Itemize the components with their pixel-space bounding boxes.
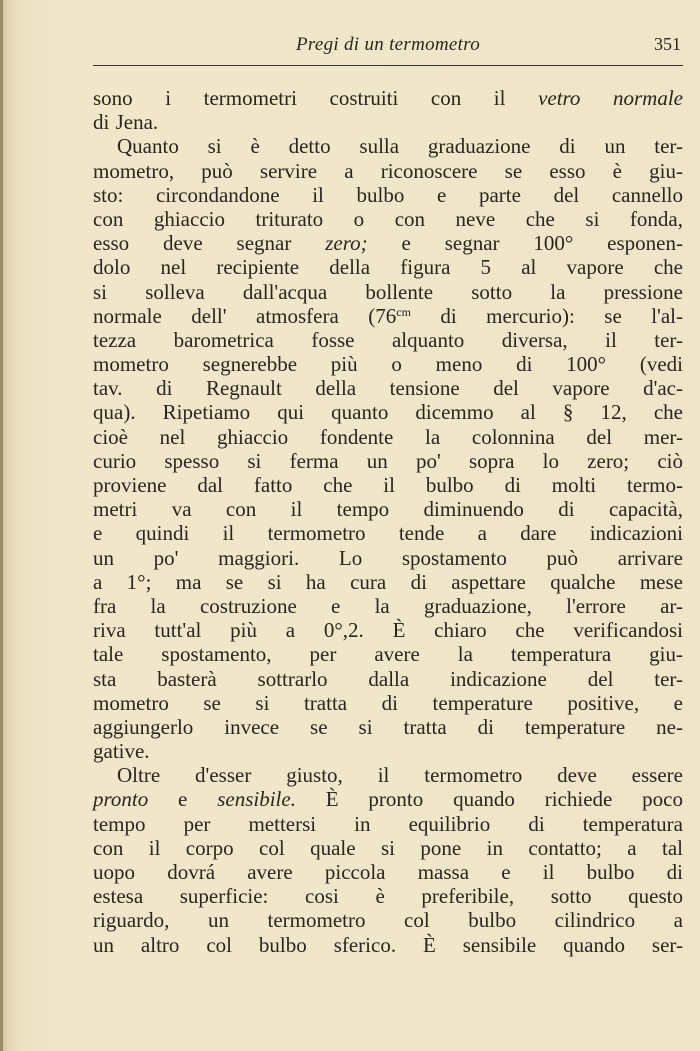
text-line (93, 497, 683, 521)
text-line (93, 836, 683, 860)
text-segment: Oltre d'esser giusto, il termometro deve essere (117, 763, 683, 788)
text-line (93, 159, 683, 183)
italic-text: vetro normale (538, 86, 683, 110)
text-line (93, 352, 683, 376)
text-line (93, 691, 683, 715)
text-segment: Quanto si è detto sulla graduazione di un ter- (117, 134, 683, 159)
text-segment: e (148, 787, 218, 812)
text-segment: tale spostamento, per avere la temperatura giu- (93, 642, 683, 667)
text-line (93, 546, 683, 570)
text-segment: riva tutt'al più a 0°,2. È chiaro che verificandosi (93, 618, 683, 643)
text-line (93, 787, 683, 811)
text-line (93, 618, 683, 642)
italic-text: sensibile. (217, 787, 296, 812)
text-segment: di mercurio): se l'al- (410, 303, 683, 328)
text-line (93, 86, 683, 110)
text-line (93, 183, 683, 207)
text-line (93, 134, 683, 158)
text-line (93, 231, 683, 255)
text-segment: con il corpo col quale si pone in contatto; a tal (93, 835, 683, 860)
text-line (93, 933, 683, 957)
text-segment: mometro se si tratta di temperature positive, e (93, 690, 683, 715)
body-text (93, 86, 683, 957)
text-line (93, 304, 683, 328)
text-segment: dolo nel recipiente della figura 5 al vapore che (93, 255, 683, 280)
text-segment: di Jena. (93, 110, 159, 135)
text-segment: mometro segnerebbe più o meno di 100° (vedi (93, 352, 683, 377)
text-line (93, 642, 683, 666)
text-segment: tezza barometrica fosse alquanto diversa, il ter- (93, 327, 683, 352)
text-line (93, 908, 683, 932)
page-binding-edge (0, 0, 3, 1051)
italic-text: zero; (325, 231, 368, 256)
text-segment: esso deve segnar (93, 231, 326, 256)
text-segment: normale dell' atmosfera (76 (93, 303, 397, 328)
text-line (93, 860, 683, 884)
text-line (93, 376, 683, 400)
text-segment: gative. (93, 739, 150, 764)
italic-text: pronto (93, 787, 149, 812)
text-line (93, 763, 683, 787)
text-line (93, 255, 683, 279)
text-segment: si solleva dall'acqua bollente sotto la pressione (93, 279, 683, 304)
text-segment: riguardo, un termometro col bulbo cilindrico a (93, 908, 683, 933)
text-line (93, 570, 683, 594)
text-segment: un po' maggiori. Lo spostamento può arrivare (93, 545, 683, 570)
text-segment: proviene dal fatto che il bulbo di molti termo- (93, 473, 683, 497)
text-line (93, 449, 683, 473)
text-line (93, 328, 683, 352)
text-line (93, 594, 683, 618)
text-line (93, 473, 683, 497)
text-segment: curio spesso si ferma un po' sopra lo zero; ciò (93, 448, 683, 473)
text-line (93, 812, 683, 836)
text-segment: aggiungerlo invece se si tratta di temperature ne- (93, 714, 683, 739)
running-title: Pregi di un termometro (295, 34, 481, 55)
text-segment: cioè nel ghiaccio fondente la colonnina del mer- (93, 424, 683, 449)
text-segment: È pronto quando richiede poco (295, 787, 683, 812)
text-segment: sta basterà sottrarlo dalla indicazione del ter- (93, 666, 683, 691)
text-segment: tav. di Regnault della tensione del vapore d'ac- (93, 376, 683, 401)
text-line (93, 110, 683, 134)
text-line (93, 739, 683, 763)
text-segment: estesa superficie: cosi è preferibile, sotto questo (93, 884, 683, 909)
text-line (93, 425, 683, 449)
text-segment: qua). Ripetiamo qui quanto dicemmo al § 12, che (93, 400, 683, 425)
text-segment: fra la costruzione e la graduazione, l'errore ar- (93, 593, 683, 618)
text-segment: e segnar 100° esponen- (367, 231, 683, 256)
page-number: 351 (654, 34, 681, 54)
text-segment: e quindi il termometro tende a dare indicazioni (93, 521, 683, 546)
running-header (93, 31, 683, 59)
text-line (93, 667, 683, 691)
text-line (93, 884, 683, 908)
text-segment: sono i termometri costruiti con il (93, 86, 539, 110)
text-line (93, 400, 683, 424)
superscript-text: cm (396, 304, 411, 319)
text-line (93, 207, 683, 231)
text-segment: metri va con il tempo diminuendo di capacità, (93, 497, 683, 522)
text-segment: con ghiaccio triturato o con neve che si fonda, (93, 206, 683, 231)
text-line (93, 715, 683, 739)
text-segment: tempo per mettersi in equilibrio di temperatura (93, 811, 683, 836)
text-segment: mometro, può servire a riconoscere se esso è giu- (93, 158, 683, 183)
text-line (93, 521, 683, 545)
text-segment: un altro col bulbo sferico. È sensibile quando ser- (93, 932, 683, 957)
text-segment: a 1°; ma se si ha cura di aspettare qualche mese (93, 569, 683, 594)
header-rule (93, 65, 683, 66)
text-segment: uopo dovrá avere piccola massa e il bulbo di (93, 860, 683, 884)
text-segment: sto: circondandone il bulbo e parte del cannello (93, 182, 683, 207)
text-line (93, 280, 683, 304)
